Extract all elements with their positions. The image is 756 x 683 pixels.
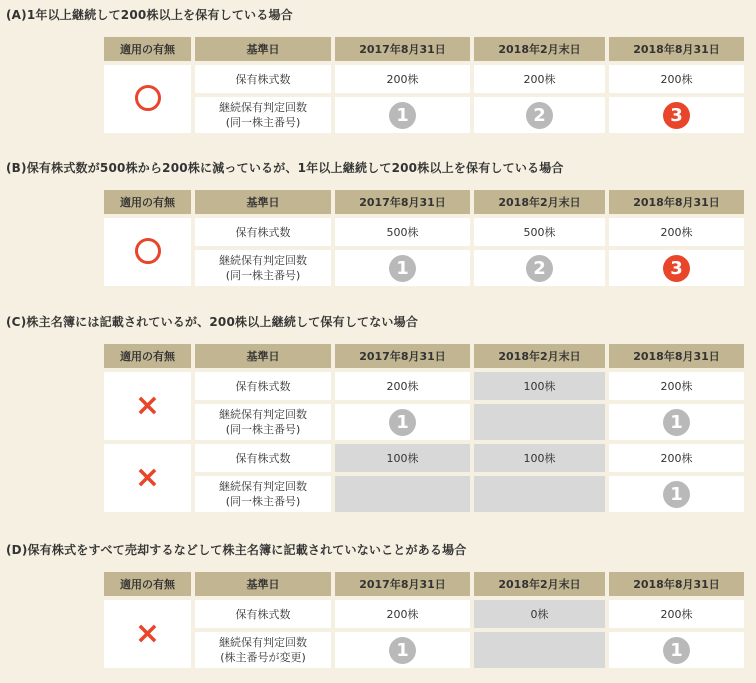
applicable-cell bbox=[104, 372, 191, 440]
col-header-basis: 基準日 bbox=[195, 344, 331, 368]
col-header-date-3: 2018年8月31日 bbox=[609, 344, 744, 368]
shares-value: 200株 bbox=[609, 444, 744, 472]
count-label: 継続保有判定回数 (同一株主番号) bbox=[195, 250, 331, 286]
empty-cell bbox=[474, 632, 605, 668]
applicable-cell bbox=[104, 600, 191, 668]
col-header-date-1: 2017年8月31日 bbox=[335, 190, 470, 214]
col-header-date-2: 2018年2月末日 bbox=[474, 572, 605, 596]
circle-mark-icon bbox=[135, 85, 161, 111]
count-label: 継続保有判定回数 (同一株主番号) bbox=[195, 476, 331, 512]
shares-value: 200株 bbox=[335, 600, 470, 628]
circle-mark-icon bbox=[135, 238, 161, 264]
count-label: 継続保有判定回数 (株主番号が変更) bbox=[195, 632, 331, 668]
col-header-basis: 基準日 bbox=[195, 37, 331, 61]
count-badge: 1 bbox=[663, 481, 690, 508]
count-badge: 1 bbox=[389, 637, 416, 664]
count-badge: 1 bbox=[389, 409, 416, 436]
col-header-applicable: 適用の有無 bbox=[104, 572, 191, 596]
col-header-date-3: 2018年8月31日 bbox=[609, 37, 744, 61]
shares-value: 200株 bbox=[474, 65, 605, 93]
shares-value: 200株 bbox=[609, 65, 744, 93]
shares-label: 保有株式数 bbox=[195, 444, 331, 472]
col-header-date-1: 2017年8月31日 bbox=[335, 37, 470, 61]
col-header-date-2: 2018年2月末日 bbox=[474, 190, 605, 214]
cross-mark-icon: × bbox=[134, 616, 161, 651]
count-badge: 1 bbox=[663, 637, 690, 664]
shares-value: 100株 bbox=[474, 444, 605, 472]
count-label: 継続保有判定回数 (同一株主番号) bbox=[195, 97, 331, 133]
col-header-date-3: 2018年8月31日 bbox=[609, 572, 744, 596]
section-a-title: (A)1年以上継続して200株以上を保有している場合 bbox=[6, 8, 293, 22]
col-header-date-2: 2018年2月末日 bbox=[474, 344, 605, 368]
shares-value: 200株 bbox=[335, 65, 470, 93]
shares-value: 200株 bbox=[335, 372, 470, 400]
shares-value: 0株 bbox=[474, 600, 605, 628]
section-c-title: (C)株主名簿には記載されているが、200株以上継続して保有してない場合 bbox=[6, 315, 419, 329]
shares-value: 200株 bbox=[609, 600, 744, 628]
section-d-table bbox=[100, 568, 748, 672]
col-header-applicable: 適用の有無 bbox=[104, 37, 191, 61]
empty-cell bbox=[474, 476, 605, 512]
count-badge: 1 bbox=[663, 409, 690, 436]
col-header-date-3: 2018年8月31日 bbox=[609, 190, 744, 214]
cross-mark-icon: × bbox=[134, 460, 161, 495]
applicable-cell bbox=[104, 65, 191, 133]
count-badge-highlight: 3 bbox=[663, 102, 690, 129]
shares-value: 200株 bbox=[609, 218, 744, 246]
shares-value: 500株 bbox=[335, 218, 470, 246]
shares-value: 100株 bbox=[335, 444, 470, 472]
section-d-title: (D)保有株式をすべて売却するなどして株主名簿に記載されていないことがある場合 bbox=[6, 543, 467, 557]
col-header-date-1: 2017年8月31日 bbox=[335, 344, 470, 368]
shares-label: 保有株式数 bbox=[195, 600, 331, 628]
shares-value: 200株 bbox=[609, 372, 744, 400]
section-b-title: (B)保有株式数が500株から200株に減っているが、1年以上継続して200株以上を保有している場合 bbox=[6, 161, 564, 175]
shares-label: 保有株式数 bbox=[195, 218, 331, 246]
applicable-cell bbox=[104, 444, 191, 512]
count-badge: 1 bbox=[389, 255, 416, 282]
col-header-applicable: 適用の有無 bbox=[104, 190, 191, 214]
count-badge-highlight: 3 bbox=[663, 255, 690, 282]
col-header-basis: 基準日 bbox=[195, 190, 331, 214]
count-label: 継続保有判定回数 (同一株主番号) bbox=[195, 404, 331, 440]
col-header-date-2: 2018年2月末日 bbox=[474, 37, 605, 61]
shares-value: 100株 bbox=[474, 372, 605, 400]
empty-cell bbox=[474, 404, 605, 440]
section-b-table bbox=[100, 186, 748, 290]
col-header-date-1: 2017年8月31日 bbox=[335, 572, 470, 596]
section-a-table bbox=[100, 33, 748, 137]
applicable-cell bbox=[104, 218, 191, 286]
col-header-applicable: 適用の有無 bbox=[104, 344, 191, 368]
shares-value: 500株 bbox=[474, 218, 605, 246]
col-header-basis: 基準日 bbox=[195, 572, 331, 596]
shares-label: 保有株式数 bbox=[195, 372, 331, 400]
count-badge: 1 bbox=[389, 102, 416, 129]
section-c-table bbox=[100, 340, 748, 516]
count-badge: 2 bbox=[526, 255, 553, 282]
count-badge: 2 bbox=[526, 102, 553, 129]
cross-mark-icon: × bbox=[134, 388, 161, 423]
shares-label: 保有株式数 bbox=[195, 65, 331, 93]
empty-cell bbox=[335, 476, 470, 512]
